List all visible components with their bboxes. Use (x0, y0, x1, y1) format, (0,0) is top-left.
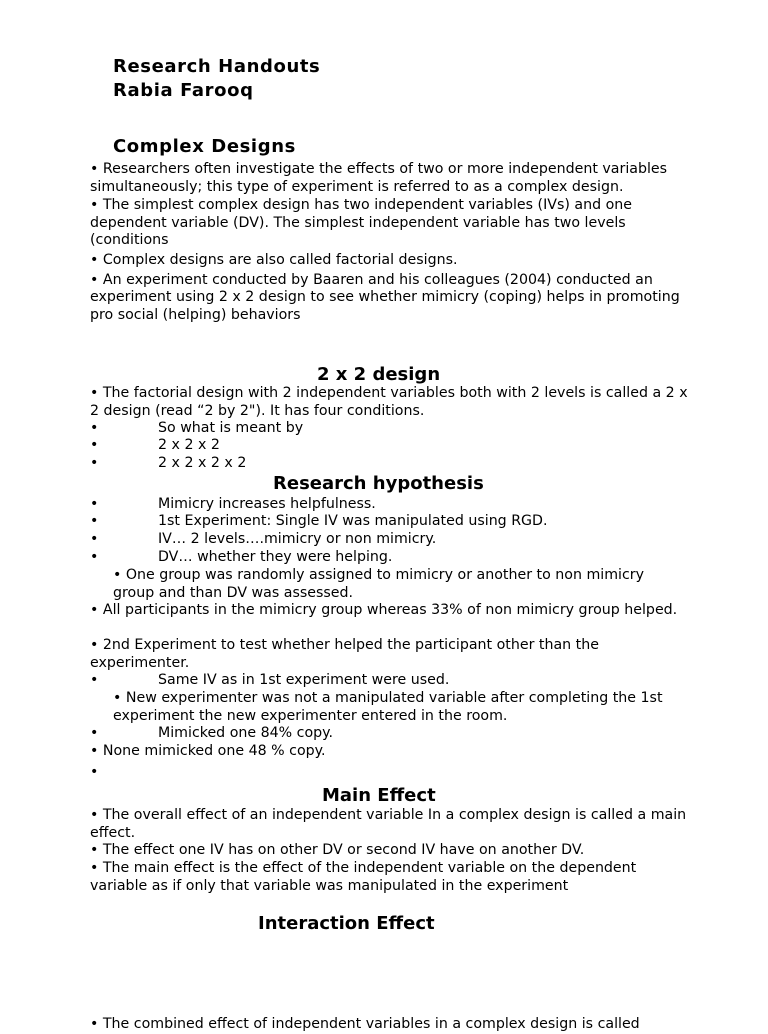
paragraph: • 2nd Experiment to test whether helped the participant other than the experimenter. (90, 637, 599, 671)
section-heading-2x2-design: 2 x 2 design (317, 364, 441, 385)
list-item: • None mimicked one 48 % copy. (90, 743, 326, 759)
section-heading-main-effect: Main Effect (322, 785, 436, 806)
document-page: Research Handouts Rabia Farooq Complex Designs • Researchers often investigate the effects of two or more independent variables simultaneously; this type of experiment is referred to as a complex design. • The simplest complex design has two independent variables (IVs) and one dependent variable (DV). The simplest independent variable has two levels (conditions • Complex designs are also called factorial designs. • An experiment conducted by Baaren and his colleagues (2004) conducted an experiment using 2 x 2 design to see whether mimicry (coping) helps in promoting pro social (helping) behaviors 2 x 2 design • The factorial design with 2 independent variables both with 2 levels is called a 2 x 2 design (read “2 by 2"). It has four conditions. • So what is meant by • 2 x 2 x 2 • 2 x 2 x 2 x 2 Research hypothesis • Mimicry increases helpfulness. • 1st Experiment: Single IV was manipulated using RGD. • IV… 2 levels….mimicry or non mimicry. • DV… whether they were helping. • One group was randomly assigned to mimicry or another to non mimicry group and than DV was assessed. • All participants in the mimicry group whereas 33% of non mimicry group helped. • 2nd Experiment to test whether helped the participant other than the experimenter. • Same IV as in 1st experiment were used. • New experimenter was not a manipulated variable after completing the 1st experiment the new experimenter entered in the room. • Mimicked one 84% copy. • None mimicked one 48 % copy. • Main Effect • The overall effect of an independent variable In a complex design is called a main effect. • The effect one IV has on other DV or second IV have on another DV. • The main effect is the effect of the independent variable on the dependent variable as if only that variable was manipulated in the experiment Interaction Effect • The combined effect of independent variables in a complex design is called (0, 0, 768, 1024)
paragraph: • The factorial design with 2 independent variables both with 2 levels is called a 2 x 2 design (read “2 by 2"). It has four conditions. (90, 385, 688, 419)
paragraph: • Complex designs are also called factorial designs. (90, 251, 458, 268)
paragraph: • All participants in the mimicry group whereas 33% of non mimicry group helped. (90, 602, 678, 618)
paragraph: • An experiment conducted by Baaren and his colleagues (2004) conducted an experiment using 2 x 2 design to see whether mimicry (coping) helps in promoting pro social (helping) behaviors (90, 271, 680, 323)
paragraph: • One group was randomly assigned to mimicry or another to non mimicry group and than DV was assessed. (113, 567, 645, 601)
paragraph: • The main effect is the effect of the independent variable on the dependent variable as if only that variable was manipulated in the experiment (90, 860, 637, 894)
paragraph: • Researchers often investigate the effects of two or more independent variables simultaneously; this type of experiment is referred to as a complex design. (90, 161, 668, 195)
paragraph: • New experimenter was not a manipulated variable after completing the 1st experiment the new experimenter entered in the room. (113, 690, 663, 724)
section-heading-complex-designs: Complex Designs (113, 136, 296, 157)
complex-designs-body (90, 161, 690, 324)
section-heading-research-hypothesis: Research hypothesis (273, 473, 484, 494)
paragraph: • The simplest complex design has two independent variables (IVs) and one dependent variable (DV). The simplest independent variable has two levels (conditions (90, 197, 633, 249)
paragraph: • The combined effect of independent variables in a complex design is called (90, 1016, 640, 1032)
paragraph: • The effect one IV has on other DV or second IV have on another DV. (90, 842, 585, 858)
document-author: Rabia Farooq (113, 80, 254, 101)
list-item: • (90, 764, 99, 780)
section-heading-interaction-effect: Interaction Effect (258, 913, 435, 934)
paragraph: • The overall effect of an independent variable In a complex design is called a main effect. (90, 807, 687, 841)
document-title: Research Handouts (113, 56, 321, 77)
